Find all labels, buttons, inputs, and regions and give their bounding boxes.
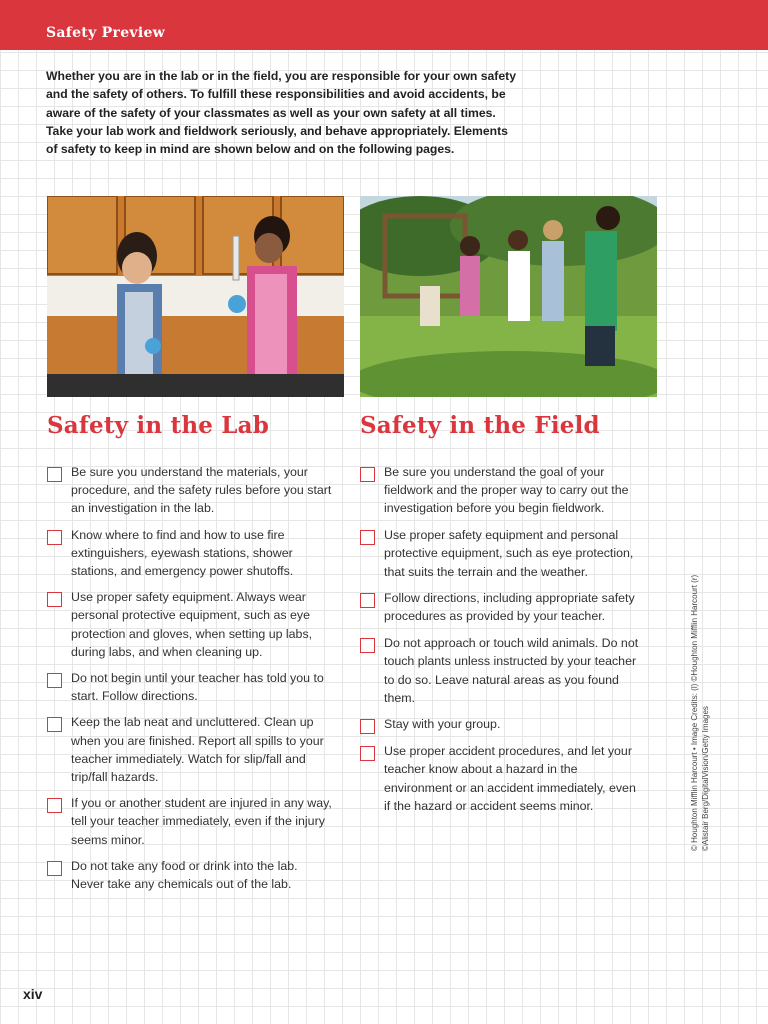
- item-text: Do not approach or touch wild animals. Do not touch plants unless instructed by your teacher to do so. Leave natural areas as you found them.: [384, 636, 639, 705]
- list-item: [47, 713, 332, 786]
- item-text: Use proper accident procedures, and let your teacher know about a hazard in the environment or an accident immediately, even if the hazard or accident seems minor.: [384, 744, 636, 813]
- checkbox-icon: [360, 530, 375, 545]
- item-text: Be sure you understand the goal of your fieldwork and the proper way to carry out the investigation before you begin fieldwork.: [384, 465, 629, 516]
- list-item: [47, 463, 332, 518]
- field-photo: [360, 196, 657, 397]
- item-text: If you or another student are injured in any way, tell your teacher immediately, even if the injury seems minor.: [71, 796, 332, 847]
- checkbox-icon: [360, 467, 375, 482]
- item-text: Keep the lab neat and uncluttered. Clean up when you are finished. Report all spills to your teacher immediately. Watch for slip/fall and trip/fall hazards.: [71, 715, 324, 785]
- checkbox-icon: [360, 746, 375, 761]
- item-text: Know where to find and how to use fire extinguishers, eyewash stations, shower stations, and emergency power shutoffs.: [71, 527, 294, 579]
- list-item: [360, 526, 645, 581]
- list-item: [360, 742, 645, 815]
- item-text: Do not begin until your teacher has told you to start. Follow directions.: [71, 671, 324, 704]
- checkbox-icon: [360, 719, 375, 734]
- checkbox-icon: [47, 798, 62, 813]
- list-item: [47, 669, 332, 705]
- checkbox-icon: [47, 530, 62, 545]
- checkbox-icon: [47, 673, 62, 688]
- item-text: Follow directions, including appropriate safety procedures as provided by your teacher.: [384, 591, 635, 624]
- list-item: [47, 857, 332, 893]
- list-item: [47, 588, 332, 661]
- checkbox-icon: [47, 861, 62, 876]
- image-credit: © Houghton Mifflin Harcourt • Image Credits: (l) ©Houghton Mifflin Harcourt (r) ©Alistair Berg/DigitalVision/Getty Images: [690, 574, 710, 851]
- item-text: Use proper safety equipment. Always wear personal protective equipment, such as eye protection and gloves, when setting up labs, during labs, and when cleaning up.: [71, 590, 313, 659]
- item-text: Be sure you understand the materials, your procedure, and the safety rules before you start an investigation in the lab.: [71, 465, 332, 516]
- item-text: Do not take any food or drink into the lab. Never take any chemicals out of the lab.: [71, 858, 298, 892]
- list-item: [360, 715, 645, 733]
- checkbox-icon: [47, 592, 62, 607]
- item-text: Use proper safety equipment and personal protective equipment, such as eye protection, that suits the terrain and the weather.: [384, 528, 634, 579]
- list-item: [360, 634, 645, 707]
- checkbox-icon: [360, 638, 375, 653]
- list-item: [47, 794, 332, 849]
- list-item: [360, 463, 645, 518]
- item-text: Stay with your group.: [384, 717, 501, 732]
- intro-paragraph: Whether you are in the lab or in the field, you are responsible for your own safety and the safety of others. To fulfill these responsibilities and avoid accidents, be aware of the safety of your classmates as well as your own safety at all times. Take your lab work and fieldwork seriously, and behave appropriately. Elements of safety to keep in mind are shown below and on the following pages.: [46, 69, 516, 157]
- checkbox-icon: [47, 717, 62, 732]
- list-item: [360, 589, 645, 625]
- list-item: [47, 526, 332, 581]
- checkbox-icon: [360, 593, 375, 608]
- section-title: Safety Preview: [46, 25, 166, 41]
- lab-photo: [47, 196, 344, 397]
- lab-checklist: [47, 463, 332, 901]
- field-checklist: [360, 463, 645, 823]
- lab-heading: Safety in the Lab: [47, 412, 270, 439]
- field-heading: Safety in the Field: [360, 412, 600, 439]
- checkbox-icon: [47, 467, 62, 482]
- page-number: xiv: [23, 986, 43, 1002]
